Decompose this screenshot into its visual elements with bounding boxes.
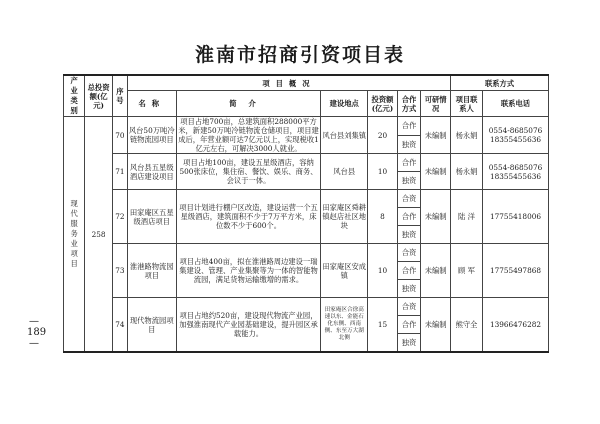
- feasibility-status: 未编制: [421, 190, 451, 244]
- row-seq: 71: [112, 154, 127, 190]
- project-intro: 项目占地400亩，拟在淮港路周边建设一瑞集建设、管理、产业集聚等为一体的智能物流园，满足货物运输缴增的需求。: [176, 244, 321, 298]
- industry-category: 现代服务业项目: [64, 117, 85, 353]
- coop-mode: 独资: [397, 226, 420, 244]
- table-row: [64, 244, 549, 262]
- project-intro: 项目占地100亩，建设五星级酒店，容纳500张床位，集住宿、餐饮、娱乐、商务、会议于一体。: [176, 154, 321, 190]
- project-amount: 15: [368, 298, 398, 353]
- header-contact-person: 项目联系人: [451, 91, 483, 117]
- header-location: 建设地点: [321, 91, 368, 117]
- row-seq: 74: [112, 298, 127, 353]
- project-name: 现代物流园项目: [127, 298, 176, 353]
- coop-mode: 独资: [397, 334, 420, 353]
- project-location: 田家庵区合徐高速以东、金能石化东侧、西南侧、东至万大湖北侧: [321, 298, 368, 353]
- coop-mode: 合作: [397, 154, 420, 172]
- feasibility-status: 未编制: [421, 244, 451, 298]
- project-amount: 8: [368, 190, 398, 244]
- coop-mode: 合作: [397, 316, 420, 334]
- contact-phone: 17755418006: [482, 190, 548, 244]
- project-location: 风台县: [321, 154, 368, 190]
- project-amount: 10: [368, 244, 398, 298]
- contact-phone: 13966476282: [482, 298, 548, 353]
- contact-person: 杨永娟: [451, 154, 483, 190]
- contact-phone: 0554-8685076 18355455636: [482, 154, 548, 190]
- row-seq: 70: [112, 117, 127, 154]
- feasibility-status: 未编制: [421, 298, 451, 353]
- project-location: 风台县刘集镇: [321, 117, 368, 154]
- project-table: [63, 74, 549, 353]
- coop-mode: 独资: [397, 172, 420, 190]
- header-overview: 项目概况: [127, 75, 450, 91]
- contact-phone: 0554-8685076 18355455636: [482, 117, 548, 154]
- page-number: — 189 —: [27, 316, 47, 349]
- header-contact: 联系方式: [451, 75, 549, 91]
- table-row: [64, 298, 549, 316]
- contact-person: 杨永娟: [451, 117, 483, 154]
- contact-person: 熊守全: [451, 298, 483, 353]
- header-feasibility: 可研情况: [421, 91, 451, 117]
- row-seq: 72: [112, 190, 127, 244]
- coop-mode: 合资: [397, 190, 420, 208]
- feasibility-status: 未编制: [421, 117, 451, 154]
- header-industry: 产业类别: [64, 75, 85, 117]
- table-row: [64, 190, 549, 208]
- header-amount: 投资额(亿元): [368, 91, 398, 117]
- project-name: 田家庵区五星级酒店项目: [127, 190, 176, 244]
- project-amount: 20: [368, 117, 398, 154]
- feasibility-status: 未编制: [421, 154, 451, 190]
- table-row: [64, 154, 549, 172]
- total-investment: 258: [85, 117, 113, 353]
- project-name: 风台50万吨冷链物流园项目: [127, 117, 176, 154]
- header-name: 名称: [127, 91, 176, 117]
- project-name: 风台县五星级酒店建设项目: [127, 154, 176, 190]
- page-title: 淮南市招商引资项目表: [194, 44, 405, 66]
- project-location: 田家庵区舜耕镇赵店社区地块: [321, 190, 368, 244]
- contact-person: 陆 洋: [451, 190, 483, 244]
- header-coop-mode: 合作方式: [397, 91, 420, 117]
- project-location: 田家庵区安成镇: [321, 244, 368, 298]
- coop-mode: 独资: [397, 280, 420, 298]
- coop-mode: 独资: [397, 135, 420, 154]
- header-seq: 序号: [112, 75, 127, 117]
- coop-mode: 合资: [397, 298, 420, 316]
- project-amount: 10: [368, 154, 398, 190]
- coop-mode: 合资: [397, 244, 420, 262]
- coop-mode: 合作: [397, 208, 420, 226]
- coop-mode: 合作: [397, 117, 420, 136]
- project-intro: 项目占地700亩，总建筑面积288000平方米，新建50万吨冷链物流仓储项目，项目建成后，年营业额可达7亿元以上，实现税收1亿元左右，可解决3000人就业。: [178, 117, 319, 153]
- project-intro: 项目计划进行棚户区改造，建设运营一个五星级酒店，建筑面积不少于7万平方米，床位数不少于600个。: [176, 190, 321, 244]
- header-phone: 联系电话: [482, 91, 548, 117]
- coop-mode: 合作: [397, 262, 420, 280]
- header-total: 总投资额(亿元): [85, 75, 113, 117]
- project-intro: 项目占地约520亩，建设现代物流产业园，加强淮南现代产业园基础建设，提升园区承载能力。: [176, 298, 321, 353]
- contact-phone: 17755497868: [482, 244, 548, 298]
- row-seq: 73: [112, 244, 127, 298]
- header-intro: 简介: [176, 91, 321, 117]
- table-row: [64, 117, 549, 136]
- contact-person: 顾 军: [451, 244, 483, 298]
- project-name: 淮港路物流园项目: [127, 244, 176, 298]
